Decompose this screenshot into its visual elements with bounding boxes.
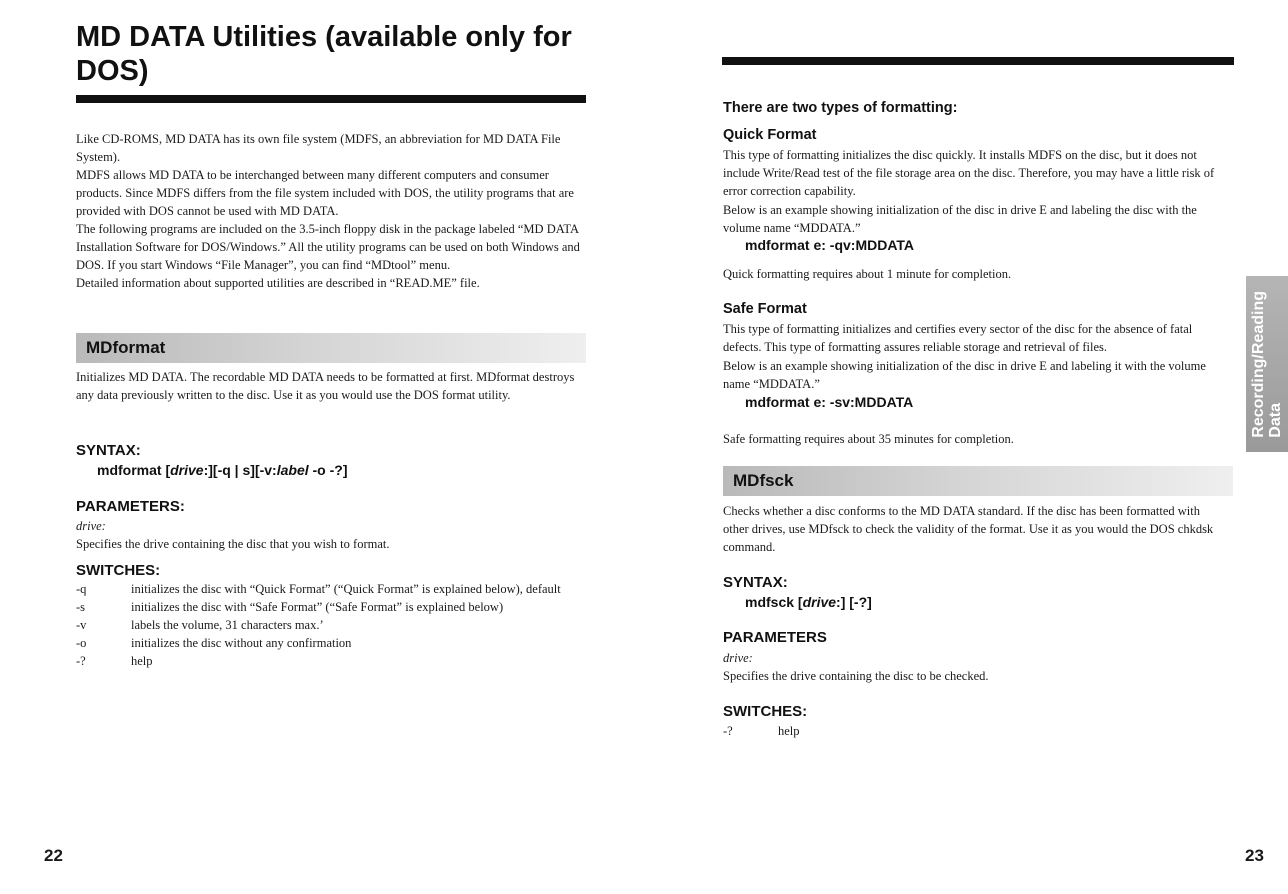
- chapter-side-tab: [1246, 276, 1288, 452]
- quick-format-command: mdformat e: -qv:MDDATA: [745, 237, 915, 253]
- mdformat-section-header: [76, 333, 586, 363]
- mdformat-description: Initializes MD DATA. The recordable MD DATA needs to be formatted at first. MDformat destroys any data previously written to the disc. Use it as you would use the DOS format utility.: [76, 370, 575, 402]
- top-rule: [722, 57, 1234, 65]
- switch-key: -v: [76, 618, 87, 632]
- mdfsck-switches-heading: SWITCHES:: [723, 703, 808, 720]
- safe-format-heading: Safe Format: [723, 301, 807, 317]
- intro-paragraph: MDFS allows MD DATA to be interchanged between many different computers and consumer products. Since MDFS differs from the file system included with DOS, the utility programs that are provided with DOS cannot be used with MD DATA.: [76, 168, 574, 218]
- quick-format-heading: Quick Format: [723, 127, 817, 143]
- quick-format-example: Below is an example showing initialization of the disc in drive E and labeling the disc with the volume name “MDDATA.”: [723, 203, 1197, 235]
- mdfsck-syntax: [745, 593, 872, 611]
- switch-desc: initializes the disc without any confirmation: [131, 636, 352, 650]
- switch-row: [76, 598, 566, 616]
- safe-format-time: Safe formatting requires about 35 minutes for completion.: [723, 432, 1014, 446]
- types-heading: There are two types of formatting:: [723, 100, 958, 116]
- side-tab-label: Recording/Reading Data: [1250, 290, 1284, 438]
- mdformat-param-name: drive:: [76, 519, 106, 533]
- mdfsck-param-desc: Specifies the drive containing the disc to be checked.: [723, 669, 989, 683]
- switch-desc: initializes the disc with “Safe Format” (“Safe Format” is explained below): [131, 600, 504, 614]
- quick-format-time: Quick formatting requires about 1 minute for completion.: [723, 267, 1012, 281]
- switch-key: -q: [76, 582, 87, 596]
- mdformat-heading: MDformat: [86, 338, 166, 357]
- page-number-right: 23: [1245, 846, 1264, 865]
- mdfsck-syntax-heading: SYNTAX:: [723, 574, 788, 591]
- switch-row: [76, 652, 566, 670]
- mdfsck-parameters-heading: PARAMETERS: [723, 629, 827, 646]
- mdformat-switches-heading: SWITCHES:: [76, 562, 161, 579]
- syntax-end: :] [-?]: [836, 594, 872, 610]
- mdformat-syntax-heading: SYNTAX:: [76, 442, 141, 459]
- safe-format-description: This type of formatting initializes and certifies every sector of the disc for the absence of fatal defects. This type of formatting assures reliable storage and retrieval of files.: [723, 322, 1193, 354]
- intro-paragraph: The following programs are included on the 3.5-inch floppy disk in the package labeled “MD DATA Installation Software for DOS/Windows.” All the utility programs can be used on both Windows and DOS. If you start Windows “File Manager”, you can find “MDtool” menu.: [76, 222, 580, 272]
- switch-desc: labels the volume, 31 characters max.’: [131, 618, 324, 632]
- mdfsck-param-name: drive:: [723, 651, 753, 665]
- syntax-command: mdformat [: [97, 462, 171, 478]
- quick-format-description: This type of formatting initializes the disc quickly. It installs MDFS on the disc, but it does not include Write/Read test of the file storage area on the disc. Therefore, you may have a little risk of error correction capability.: [723, 148, 1215, 198]
- switch-row: [76, 580, 566, 598]
- switch-row: [76, 634, 566, 652]
- mdformat-switches-list: [76, 580, 566, 670]
- mdformat-parameters-heading: PARAMETERS:: [76, 498, 185, 515]
- syntax-end: -o -?]: [308, 462, 348, 478]
- safe-format-command: mdformat e: -sv:MDDATA: [745, 394, 914, 410]
- page-number-left: 22: [44, 846, 63, 865]
- mdfsck-description: Checks whether a disc conforms to the MD DATA standard. If the disc has been formatted with other drives, use MDfsck to check the validity of the format. Use it as you would the DOS chkdsk command.: [723, 504, 1214, 554]
- syntax-command: mdfsck [: [745, 594, 803, 610]
- switch-desc: initializes the disc with “Quick Format” (“Quick Format” is explained below), default: [131, 582, 561, 596]
- intro-paragraph: Detailed information about supported utilities are described in “READ.ME” file.: [76, 276, 480, 290]
- switch-row: [723, 722, 1023, 740]
- mdformat-param-desc: Specifies the drive containing the disc that you wish to format.: [76, 537, 390, 551]
- mdfsck-section-header: [723, 466, 1233, 496]
- syntax-options: :][-q | s][-v:: [203, 462, 277, 478]
- mdfsck-heading: MDfsck: [733, 471, 794, 490]
- switch-key: -o: [76, 636, 87, 650]
- title-rule: [76, 95, 586, 103]
- mdfsck-switches-list: [723, 722, 1023, 740]
- switch-key: -?: [723, 724, 733, 738]
- switch-row: [76, 616, 566, 634]
- switch-key: -s: [76, 600, 86, 614]
- syntax-drive: drive: [170, 462, 204, 478]
- intro-text: [76, 130, 588, 292]
- intro-paragraph: Like CD-ROMS, MD DATA has its own file system (MDFS, an abbreviation for MD DATA File System).: [76, 132, 561, 164]
- syntax-drive: drive: [802, 594, 837, 610]
- mdformat-syntax: [97, 461, 348, 479]
- switch-key: -?: [76, 654, 86, 668]
- switch-desc: help: [131, 654, 153, 668]
- syntax-label: label: [276, 462, 309, 478]
- safe-format-example: Below is an example showing initialization of the disc in drive E and labeling it with the volume name “MDDATA.”: [723, 359, 1206, 391]
- switch-desc: help: [778, 724, 800, 738]
- page-title: MD DATA Utilities (available only for DOS): [76, 21, 572, 87]
